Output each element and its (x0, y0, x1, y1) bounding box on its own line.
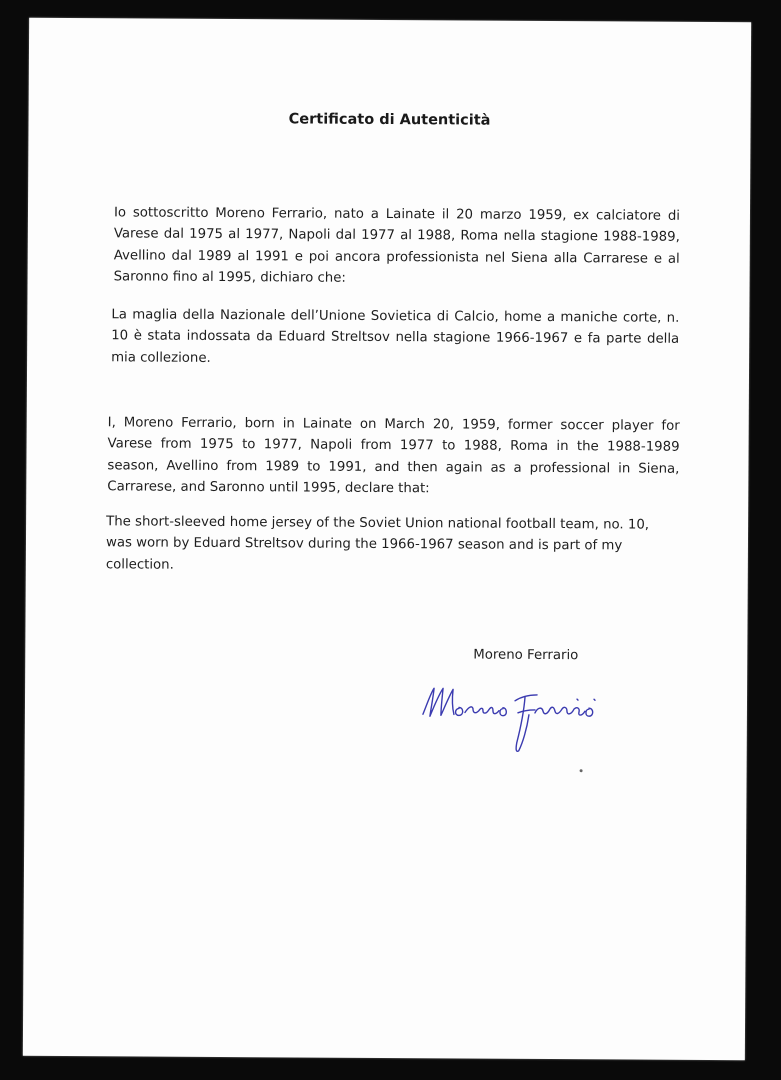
italian-intro-paragraph: Io sottoscritto Moreno Ferrario, nato a Lainate il 20 marzo 1959, ex calciatore di Varese dal 1975 al 1977, Napoli dal 1977 al 1988, Roma nella stagione 1988-1989, Avellino dal 1989 al 1991 e poi ancora professionista nel Siena alla Carrarese e al Saronno fino al 1995, dichiaro che: (113, 205, 681, 286)
paper-speck (580, 769, 583, 772)
english-statement-paragraph: The short-sleeved home jersey of the Soviet Union national football team, no. 10, was worn by Eduard Streltsov during the 1966-1967 season and is part of my collection. (105, 514, 650, 573)
certificate-sheet (23, 18, 751, 1060)
english-intro-paragraph: I, Moreno Ferrario, born in Lainate on March 20, 1959, former soccer player for Varese from 1975 to 1977, Napoli from 1977 to 1988, Roma in the 1988-1989 season, Avellino from 1989 to 1991, and then again as a professional in Siena, Carrarese, and Saronno until 1995, declare that: (107, 415, 680, 497)
handwritten-signature (417, 670, 618, 761)
italian-statement-paragraph: La maglia della Nazionale dell’Unione Sovietica di Calcio, home a maniche corte, n. 10 è stata indossata da Eduard Streltsov nella stagione 1966-1967 e fa parte della mia collezione. (111, 307, 680, 366)
document-title: Certificato di Autenticità (288, 111, 491, 129)
signer-name: Moreno Ferrario (473, 647, 579, 664)
